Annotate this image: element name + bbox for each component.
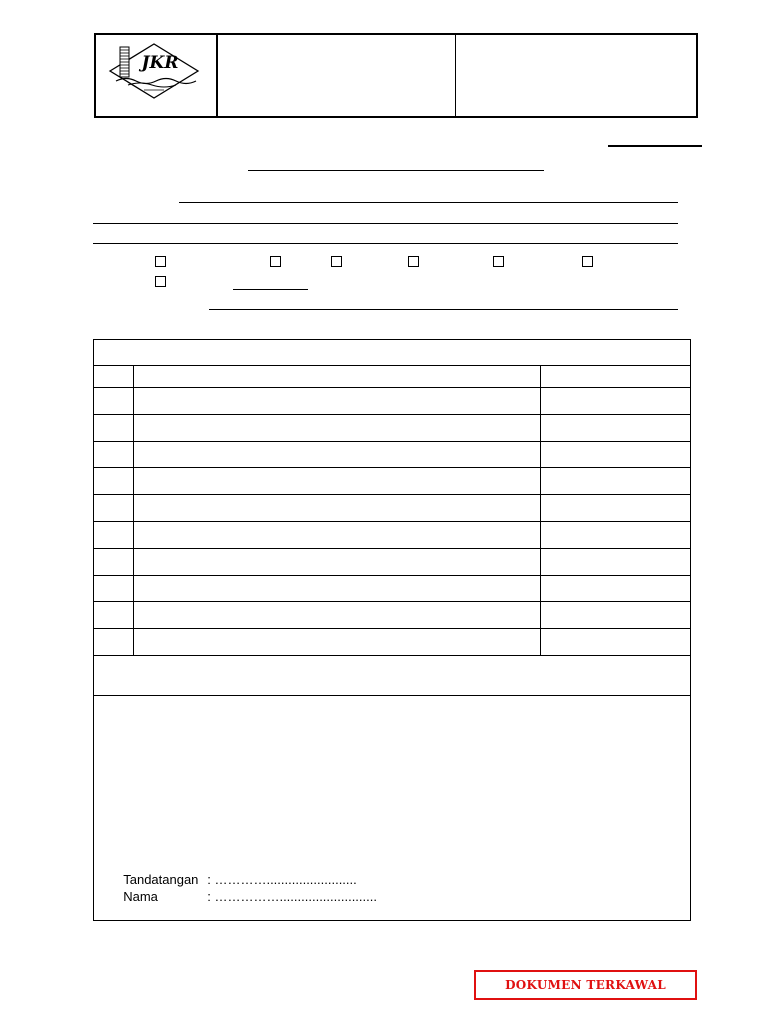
- checkbox-other[interactable]: [155, 276, 166, 287]
- table-row-line: [93, 365, 691, 366]
- fill-line[interactable]: [179, 202, 678, 203]
- table-row-line: [93, 695, 691, 696]
- table-row-line: [93, 494, 691, 495]
- table-col-line: [540, 365, 541, 655]
- header-divider: [216, 33, 218, 118]
- building-icon: [120, 47, 129, 77]
- signature-label: Tandatangan: [123, 872, 199, 887]
- form-number-line: [608, 145, 702, 147]
- checkbox[interactable]: [155, 256, 166, 267]
- controlled-document-stamp: DOKUMEN TERKAWAL: [474, 970, 697, 1000]
- table-col-line: [133, 365, 134, 655]
- jkr-logo: [106, 40, 202, 102]
- signature-field[interactable]: : ………….........................: [207, 872, 357, 887]
- table-row-line: [93, 601, 691, 602]
- table-row-line: [93, 655, 691, 656]
- logo-text: JKR: [141, 53, 179, 73]
- title-underline: [248, 170, 544, 171]
- checklist-table: [93, 339, 691, 921]
- checkbox[interactable]: [493, 256, 504, 267]
- name-field[interactable]: : ……………...........................: [207, 889, 377, 904]
- checkbox[interactable]: [582, 256, 593, 267]
- other-fill-line[interactable]: [233, 289, 308, 290]
- table-row-line: [93, 441, 691, 442]
- fill-line[interactable]: [93, 223, 678, 224]
- table-row-line: [93, 548, 691, 549]
- table-row-line: [93, 387, 691, 388]
- table-row-line: [93, 414, 691, 415]
- checkbox[interactable]: [331, 256, 342, 267]
- table-row-line: [93, 575, 691, 576]
- table-row-line: [93, 628, 691, 629]
- fill-line[interactable]: [93, 243, 678, 244]
- table-row-line: [93, 521, 691, 522]
- fill-line[interactable]: [209, 309, 678, 310]
- name-row: [116, 873, 377, 905]
- header-divider: [455, 33, 456, 118]
- checkbox[interactable]: [408, 256, 419, 267]
- checkbox[interactable]: [270, 256, 281, 267]
- table-row-line: [93, 467, 691, 468]
- name-label: Nama: [123, 889, 158, 904]
